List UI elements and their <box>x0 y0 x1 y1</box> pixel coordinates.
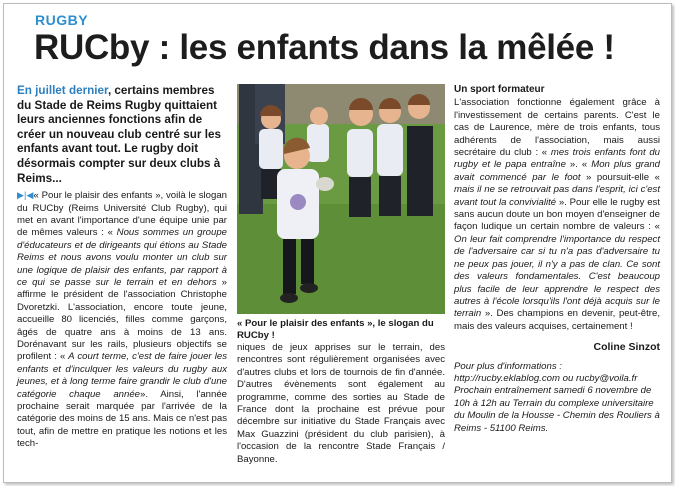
photo-caption: « Pour le plaisir des enfants », le slogan du RUCby ! <box>237 318 434 342</box>
info-box: Pour plus d'informations : http://rucby.eklablog.com ou rucby@voila.fr Prochain entraînement samedi 6 novembre de 10h à 12h au Terrain du complexe universitaire du Moulin de la Housse - Chemin des Rouliers à Reims - 51100 Reims. <box>454 360 660 434</box>
quote-span: mais il ne se retrouvait pas dans l'esprit, ici c'est avant tout la convivialité <box>454 184 660 208</box>
section-subheading: Un sport formateur <box>454 84 545 95</box>
text-span: ». Ainsi, l'année prochaine serait marquée par l'arrivée de la catégorie des moins de 15 ans. Mais ce n'est pas tout, afin de mettre en pratique les notions et les tech- <box>17 388 228 450</box>
text-span: ». « <box>569 159 588 171</box>
text-span: ». Pour elle le rugby est sans aucun doute un bon moyen d'enseigner de façon ludique un certain nombre de valeurs : « <box>454 196 660 233</box>
article-column-3 <box>454 84 660 435</box>
children-rugby-photo <box>237 84 445 314</box>
column-3-paragraph <box>454 97 660 333</box>
quote-span: A court terme, c'est de faire jouer les enfants et d'inculquer les valeurs du rugby aux jeunes, et à long terme faire grandir le club d'une catégorie chaque année <box>17 351 228 400</box>
quote-span: Nous sommes un groupe d'éducateurs et de dirigeants qui étions au Stade Reims et nous avons voulu monter un club sur une logique de plaisir des enfants, par rapport à ce qui se passe sur le terrain et en dehors <box>17 227 227 288</box>
paragraph-mark-icon: ▶|◀ <box>17 190 34 201</box>
article-column-1 <box>17 84 227 451</box>
article-headline: RUCby : les enfants dans la mêlée ! <box>34 28 615 67</box>
text-span: L'association fonctionne également grâce à l'investissement de certains parents. C'est le cas de Laurence, mère de trois enfants, tous adhérents de l'association, mais aussi secrétaire du club : « <box>454 97 660 159</box>
column-1-paragraph <box>17 189 227 451</box>
column-2-paragraph: niques de jeux apprises sur le terrain, des rencontres sont régulièrement organisées avec d'autres clubs et lors de tournois de fin d'année. D'autres évènements sont également au programme, comme des sorties au Stade de France dont la prochaine est prévue pour décembre sur initiative du Stade Français avec Max Guazzini (président du club parisien), à l'occasion de la rencontre Stade Français / Bayonne. <box>237 342 445 465</box>
text-span: » affirme le président de l'association Christophe Dvoretzki. L'association, encore toute jeune, accueille 80 licenciés, filles comme garçons, âgés de quatre ans à moins de 13 ans. Dorénavant sur les rails, plusieurs objectifs se profilent : « <box>17 277 227 363</box>
article-photo <box>237 84 445 314</box>
author-signature: Coline Sinzot <box>593 341 660 354</box>
newspaper-article <box>3 3 672 483</box>
article-lead <box>17 84 227 186</box>
text-span: » poursuit-elle « <box>586 171 660 183</box>
section-rubric: RUGBY <box>35 12 89 28</box>
quote-span: Mon plus grand avait commencé par le foot <box>454 159 660 183</box>
quote-span: On leur fait comprendre l'importance du respect de l'adversaire car si tu n'a pas d'adversaire tu ne peux pas jouer, il n'y a pas de clan. Ce sont des valeurs fondamentales. C'est beaucoup plus facile de leur apprendre le respect des autres à l'école lorsqu'ils l'ont déjà acquis sur le terrain <box>454 233 660 320</box>
lead-first-words: En juillet dernier <box>17 84 108 97</box>
text-span: « Pour le plaisir des enfants », voilà le slogan du RUCby (Reims Université Club Rugby), qui met en avant l'importance d'une équipe unie par de mêmes valeurs : « <box>17 190 227 239</box>
lead-text: , certains membres du Stade de Reims Rugby quittaient leurs anciennes fonctions afin de créer un nouveau club centré sur les enfants avant tout. Le rugby doit désormais compter sur deux clubs à Reims... <box>17 84 221 185</box>
text-span: ». Des champions en devenir, peut-être, mais des valeurs acquises, certainement ! <box>454 308 661 332</box>
quote-span: mes trois enfants font du rugby et le papa entraîne <box>454 147 660 171</box>
article-column-2 <box>237 342 445 466</box>
